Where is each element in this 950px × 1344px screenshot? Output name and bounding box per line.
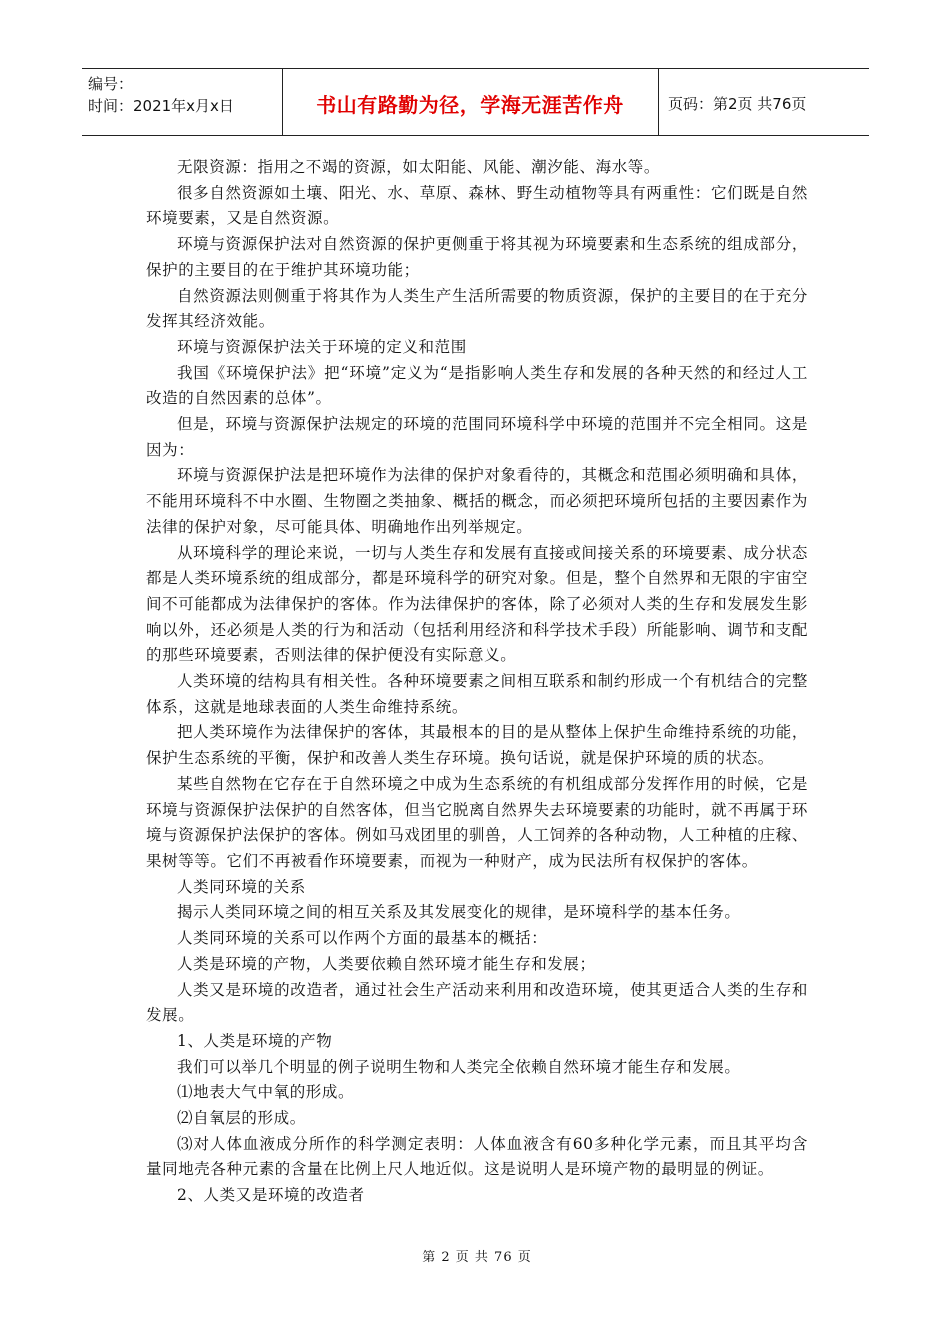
list-item: ⑵自氧层的形成。 [177, 1109, 306, 1128]
section-heading: 人类同环境的关系 [177, 877, 306, 896]
paragraph: 环境与资源保护法是把环境作为法律的保护对象看待的，其概念和范围必须明确和具体，不能用环境科不中水圈、生物圈之类抽象、概括的概念，而必须把环境所包括的主要因素作为法律的保护对象，尽可能具体、明确地作出列举规定。 [146, 466, 808, 536]
paragraph: 人类是环境的产物，人类要依赖自然环境才能生存和发展； [177, 954, 596, 973]
paragraph: 我国《环境保护法》把“环境”定义为“是指影响人类生存和发展的各种天然的和经过人工改造的自然因素的总体”。 [146, 363, 808, 408]
list-item: ⑴地表大气中氧的形成。 [177, 1083, 355, 1102]
paragraph: 人类同环境的关系可以作两个方面的最基本的概括： [177, 929, 548, 948]
paragraph: 揭示人类同环境之间的相互关系及其发展变化的规律，是环境科学的基本任务。 [177, 903, 741, 922]
paragraph: 某些自然物在它存在于自然环境之中成为生态系统的有机组成部分发挥作用的时候，它是环境与资源保护法保护的自然客体，但当它脱离自然界失去环境要素的功能时，就不再属于环境与资源保护法保护的客体。例如马戏团里的驯兽，人工饲养的各种动物，人工种植的庄稼、果树等等。它们不再被看作环境要素，而视为一种财产，成为民法所有权保护的客体。 [146, 774, 808, 870]
header-motto: 书山有路勤为径，学海无涯苦作舟 [316, 93, 624, 117]
header-page-info: 页码：第2页 共76页 [668, 95, 807, 113]
paragraph: 自然资源法则侧重于将其作为人类生产生活所需要的物质资源，保护的主要目的在于充分发挥其经济效能。 [146, 286, 808, 331]
header-divider [658, 69, 659, 135]
section-heading: 1、人类是环境的产物 [177, 1031, 333, 1050]
time-label: 时间：2021年x月x日 [88, 97, 234, 115]
paragraph: 从环境科学的理论来说，一切与人类生存和发展有直接或间接关系的环境要素、成分状态都是人类环境系统的组成部分，都是环境科学的研究对象。但是，整个自然界和无限的宇宙空间不可能都成为法律保护的客体。作为法律保护的客体，除了必须对人类的生存和发展发生影响以外，还必须是人类的行为和活动（包括利用经济和科学技术手段）所能影响、调节和支配的那些环境要素，否则法律的保护便没有实际意义。 [146, 543, 808, 665]
paragraph: 人类环境的结构具有相关性。各种环境要素之间相互联系和制约形成一个有机结合的完整体系，这就是地球表面的人类生命维持系统。 [146, 672, 808, 716]
section-heading: 环境与资源保护法关于环境的定义和范围 [177, 337, 467, 356]
paragraph: 把人类环境作为法律保护的客体，其最根本的目的是从整体上保护生命维持系统的功能，保护生态系统的平衡，保护和改善人类生存环境。换句话说，就是保护环境的质的状态。 [146, 723, 808, 768]
paragraph: 环境与资源保护法对自然资源的保护更侧重于将其视为环境要素和生态系统的组成部分，保护的主要目的在于维护其环境功能； [146, 235, 808, 279]
section-heading: 2、人类又是环境的改造者 [177, 1186, 365, 1205]
paragraph: 很多自然资源如土壤、阳光、水、草原、森林、野生动植物等具有两重性：它们既是自然环境要素，又是自然资源。 [146, 183, 808, 228]
document-body [146, 155, 808, 1209]
list-item: ⑶对人体血液成分所作的科学测定表明：人体血液含有60多种化学元素，而且其平均含量同地壳各种元素的含量在比例上尺人地近似。这是说明人是环境产物的最明显的例证。 [146, 1134, 808, 1179]
paragraph: 无限资源：指用之不竭的资源，如太阳能、风能、潮汐能、海水等。 [177, 158, 661, 176]
paragraph: 但是，环境与资源保护法规定的环境的范围同环境科学中环境的范围并不完全相同。这是因为： [146, 415, 808, 459]
header-meta [88, 73, 234, 117]
paragraph: 我们可以举几个明显的例子说明生物和人类完全依赖自然环境才能生存和发展。 [177, 1057, 741, 1076]
header-table [82, 68, 869, 136]
footer-page-number: 第 2 页 共 76 页 [422, 1250, 532, 1265]
paragraph: 人类又是环境的改造者，通过社会生产活动来利用和改造环境，使其更适合人类的生存和发展。 [146, 980, 808, 1025]
page-footer [0, 1246, 950, 1265]
number-label: 编号： [88, 75, 134, 93]
